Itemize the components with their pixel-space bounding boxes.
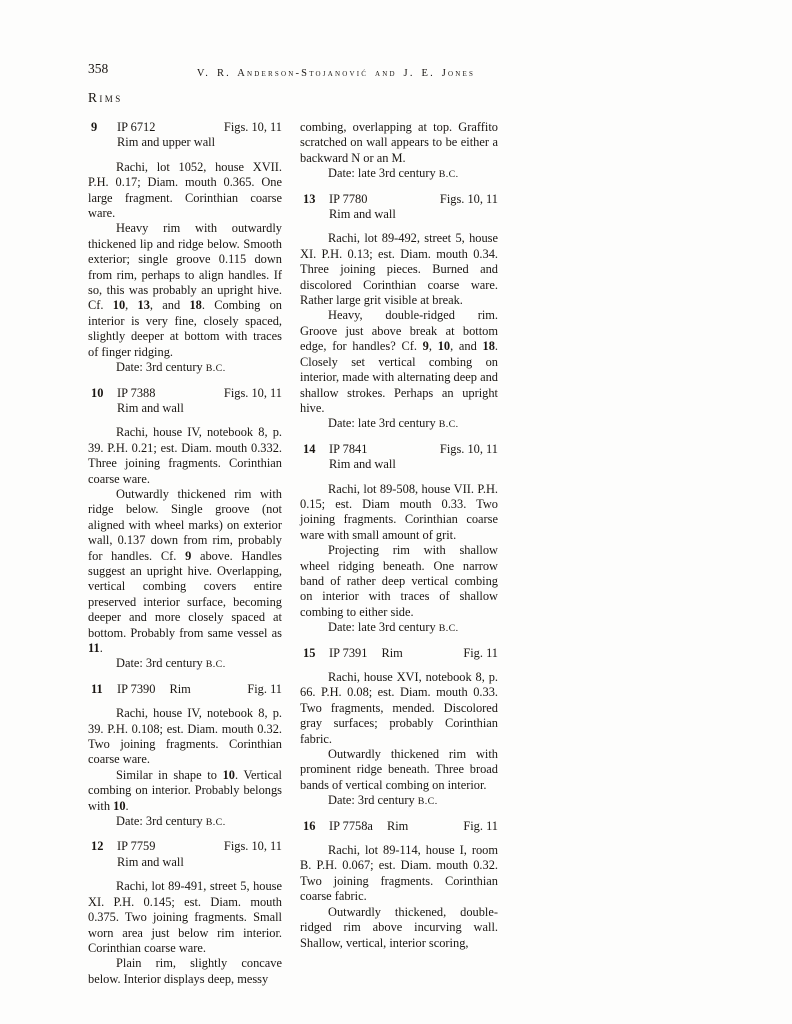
- column-right: [300, 120, 498, 951]
- figure-ref: Figs. 10, 11: [439, 441, 498, 456]
- text-segment: ,: [125, 298, 138, 313]
- text-segment: Date: late 3rd century: [328, 166, 439, 181]
- catalog-number: IP 7390: [117, 681, 156, 696]
- text-segment: Date: 3rd century: [328, 793, 418, 808]
- entry-description: Rim: [381, 645, 403, 660]
- entry-header-line: [300, 192, 498, 207]
- entry-header-line: [88, 386, 282, 401]
- cross-reference: 10: [222, 767, 235, 782]
- cross-reference: 10: [437, 339, 451, 354]
- entry-header: [88, 386, 282, 417]
- paragraph: [300, 747, 498, 793]
- entry-number: 9: [91, 120, 98, 134]
- entry-number: 10: [91, 385, 104, 400]
- text-segment: Date: 3rd century: [116, 360, 206, 375]
- paragraph: [300, 482, 498, 544]
- text-segment: combing, overlapping at top. Graffito scratched on wall appears to be either a backward N or an M.: [300, 120, 498, 165]
- date-line: [300, 793, 498, 809]
- era-abbreviation: B.C.: [438, 419, 459, 431]
- entry-subtitle: Rim and wall: [117, 854, 184, 869]
- text-segment: Outwardly thickened rim with ridge below. Single groove (not aligned with wheel marks) on exterior wall, 0.137 down from rim, probably for handles. Cf.: [88, 486, 282, 563]
- text-segment: , and: [149, 298, 190, 313]
- entry-header: [300, 442, 498, 473]
- catalog-number: IP 7841: [329, 441, 368, 456]
- entry-header-line: [300, 646, 498, 661]
- date-line: [300, 416, 498, 432]
- entry-number: 12: [91, 839, 104, 854]
- cross-reference: 9: [185, 548, 192, 563]
- paragraph: [88, 879, 282, 956]
- entry-header: [88, 839, 282, 870]
- date-line: [88, 360, 282, 376]
- text-segment: Rachi, lot 89-492, street 5, house XI. P.H. 0.13; est. Diam. mouth 0.34. Three joining pieces. Burned and discolored Corinthian coarse ware. Rather large grit visible at break.: [300, 231, 498, 308]
- text-segment: Rachi, lot 1052, house XVII. P.H. 0.17; Diam. mouth 0.365. One large fragment. Corinthian coarse ware.: [88, 159, 282, 221]
- cross-reference: 13: [137, 298, 150, 313]
- figure-ref: Figs. 10, 11: [223, 385, 282, 400]
- text-segment: Outwardly thickened, double-ridged rim above incurving wall. Shallow, vertical, interior scoring,: [300, 904, 498, 950]
- cross-reference: 18: [482, 339, 495, 354]
- text-segment: Date: 3rd century: [116, 656, 206, 671]
- entry-header-line: [88, 120, 282, 135]
- text-segment: .: [99, 641, 103, 655]
- entry-header-line: [88, 682, 282, 697]
- entry-header: [88, 682, 282, 697]
- paragraph: [300, 120, 498, 166]
- page-number: 358: [88, 61, 109, 76]
- paragraph: [88, 425, 282, 487]
- entry-subtitle: Rim and wall: [117, 400, 184, 415]
- text-segment: .: [125, 798, 129, 813]
- column-left: [88, 120, 282, 987]
- paragraph: [300, 905, 498, 951]
- figure-ref: Figs. 10, 11: [223, 120, 282, 134]
- paragraph: [300, 231, 498, 308]
- cross-reference: 10: [113, 798, 126, 813]
- entry-header-line: [300, 819, 498, 834]
- text-segment: Rachi, house IV, notebook 8, p. 39. P.H. 0.108; est. Diam. mouth 0.32. Two joining fragments. Corinthian coarse ware.: [88, 706, 282, 767]
- entry-header-line: [88, 839, 282, 854]
- text-segment: Rachi, lot 89-114, house I, room B. P.H. 0.067; est. Diam. mouth 0.32. Two joining fragments. Corinthian coarse fabric.: [300, 843, 498, 904]
- entry-header-line: [300, 442, 498, 457]
- text-segment: Heavy rim with outwardly thickened lip and ridge below. Smooth exterior; single groove 0.115 down from rim, perhaps to align handles. If so, this was probably an upright hive. Cf.: [88, 221, 282, 313]
- catalog-number: IP 7391: [329, 645, 368, 660]
- catalog-number: IP 7759: [117, 839, 156, 854]
- date-line: [300, 620, 498, 636]
- running-head-container: [88, 63, 584, 81]
- text-segment: Rachi, house XVI, notebook 8, p. 66. P.H. 0.08; est. Diam. mouth 0.33. Two fragments, mended. Discolored gray surfaces; probably Corinthian fabric.: [300, 670, 498, 746]
- text-segment: Rachi, lot 89-508, house VII. P.H. 0.15; est. Diam mouth 0.33. Two joining fragments. Corinthian coarse ware with small amount of grit.: [300, 481, 498, 542]
- entry-number: 14: [303, 441, 316, 456]
- entry-description: Rim: [169, 681, 191, 696]
- paragraph: [88, 221, 282, 360]
- text-segment: Date: 3rd century: [116, 814, 206, 829]
- entry-subtitle: Rim and wall: [329, 457, 396, 472]
- cross-reference: 11: [88, 641, 100, 655]
- era-abbreviation: B.C.: [438, 623, 459, 635]
- figure-ref: Fig. 11: [463, 818, 498, 833]
- catalog-number: IP 7780: [329, 191, 368, 206]
- entry-header: [300, 819, 498, 834]
- text-segment: ,: [428, 339, 438, 354]
- text-segment: Plain rim, slightly concave below. Interior displays deep, messy: [88, 956, 282, 986]
- text-segment: . Combing on interior is very fine, closely spaced, slightly deeper at bottom with traces of finger ridging.: [88, 298, 282, 359]
- running-head: V. R. Anderson-Stojanović and J. E. Jones: [196, 68, 476, 79]
- paragraph: [88, 160, 282, 222]
- figure-ref: Figs. 10, 11: [439, 191, 498, 206]
- entry-number: 16: [303, 818, 316, 833]
- paragraph: [88, 768, 282, 814]
- cross-reference: 18: [189, 298, 202, 313]
- text-segment: Date: late 3rd century: [328, 416, 439, 431]
- paragraph: [300, 843, 498, 905]
- figure-ref: Fig. 11: [463, 645, 498, 660]
- entry-header: [300, 192, 498, 223]
- date-line: [88, 814, 282, 830]
- entry-number: 13: [303, 191, 316, 206]
- text-segment: Projecting rim with shallow wheel ridging beneath. One narrow band of rather deep vertical combing on interior with traces of shallow combing to either side.: [300, 543, 498, 619]
- cross-reference: 9: [422, 339, 429, 354]
- entry-subtitle: Rim and upper wall: [117, 135, 216, 150]
- paragraph: [88, 956, 282, 987]
- text-segment: Outwardly thickened rim with prominent ridge beneath. Three broad bands of vertical combing on interior.: [300, 747, 498, 792]
- entry-description: Rim: [386, 818, 409, 833]
- paragraph: [300, 543, 498, 620]
- text-segment: Heavy, double-ridged rim. Groove just above break at bottom edge, for handles? Cf.: [300, 308, 498, 354]
- text-segment: Rachi, house IV, notebook 8, p. 39. P.H. 0.21; est. Diam. mouth 0.332. Three joining fragments. Corinthian coarse ware.: [88, 425, 282, 486]
- text-segment: . Vertical combing on interior. Probably belongs with: [88, 767, 282, 813]
- paragraph: [300, 670, 498, 747]
- era-abbreviation: B.C.: [205, 659, 226, 671]
- entry-number: 11: [91, 681, 103, 696]
- era-abbreviation: B.C.: [438, 169, 459, 181]
- catalog-number: IP 6712: [117, 120, 156, 134]
- era-abbreviation: B.C.: [417, 796, 438, 808]
- paragraph: [88, 706, 282, 768]
- text-segment: Date: late 3rd century: [328, 620, 439, 635]
- catalog-number: IP 7758a: [329, 818, 373, 833]
- catalog-number: IP 7388: [117, 385, 156, 400]
- date-line: [300, 166, 498, 182]
- section-heading: Rims: [88, 90, 123, 105]
- text-segment: above. Handles suggest an upright hive. Overlapping, vertical combing covers entire preserved interior surface, becoming deeper and more closely spaced at bottom. Probably from same vessel as: [88, 548, 282, 640]
- entry-subtitle: Rim and wall: [329, 207, 396, 222]
- entry-number: 15: [303, 645, 316, 660]
- era-abbreviation: B.C.: [205, 363, 226, 375]
- text-segment: , and: [450, 339, 483, 354]
- text-segment: . Closely set vertical combing on interior, made with alternating deep and shallow strokes. Perhaps an upright hive.: [300, 339, 499, 415]
- era-abbreviation: B.C.: [205, 817, 226, 829]
- text-segment: Similar in shape to: [116, 767, 223, 782]
- cross-reference: 10: [112, 298, 126, 313]
- paragraph: [88, 487, 282, 656]
- entry-header: [88, 120, 282, 151]
- figure-ref: Fig. 11: [247, 681, 282, 696]
- entry-header: [300, 646, 498, 661]
- figure-ref: Figs. 10, 11: [223, 839, 282, 854]
- paragraph: [300, 308, 498, 416]
- date-line: [88, 656, 282, 672]
- text-segment: Rachi, lot 89-491, street 5, house XI. P.H. 0.145; est. Diam. mouth 0.375. Two joining fragments. Small worn area just below rim interior. Corinthian coarse ware.: [88, 879, 282, 955]
